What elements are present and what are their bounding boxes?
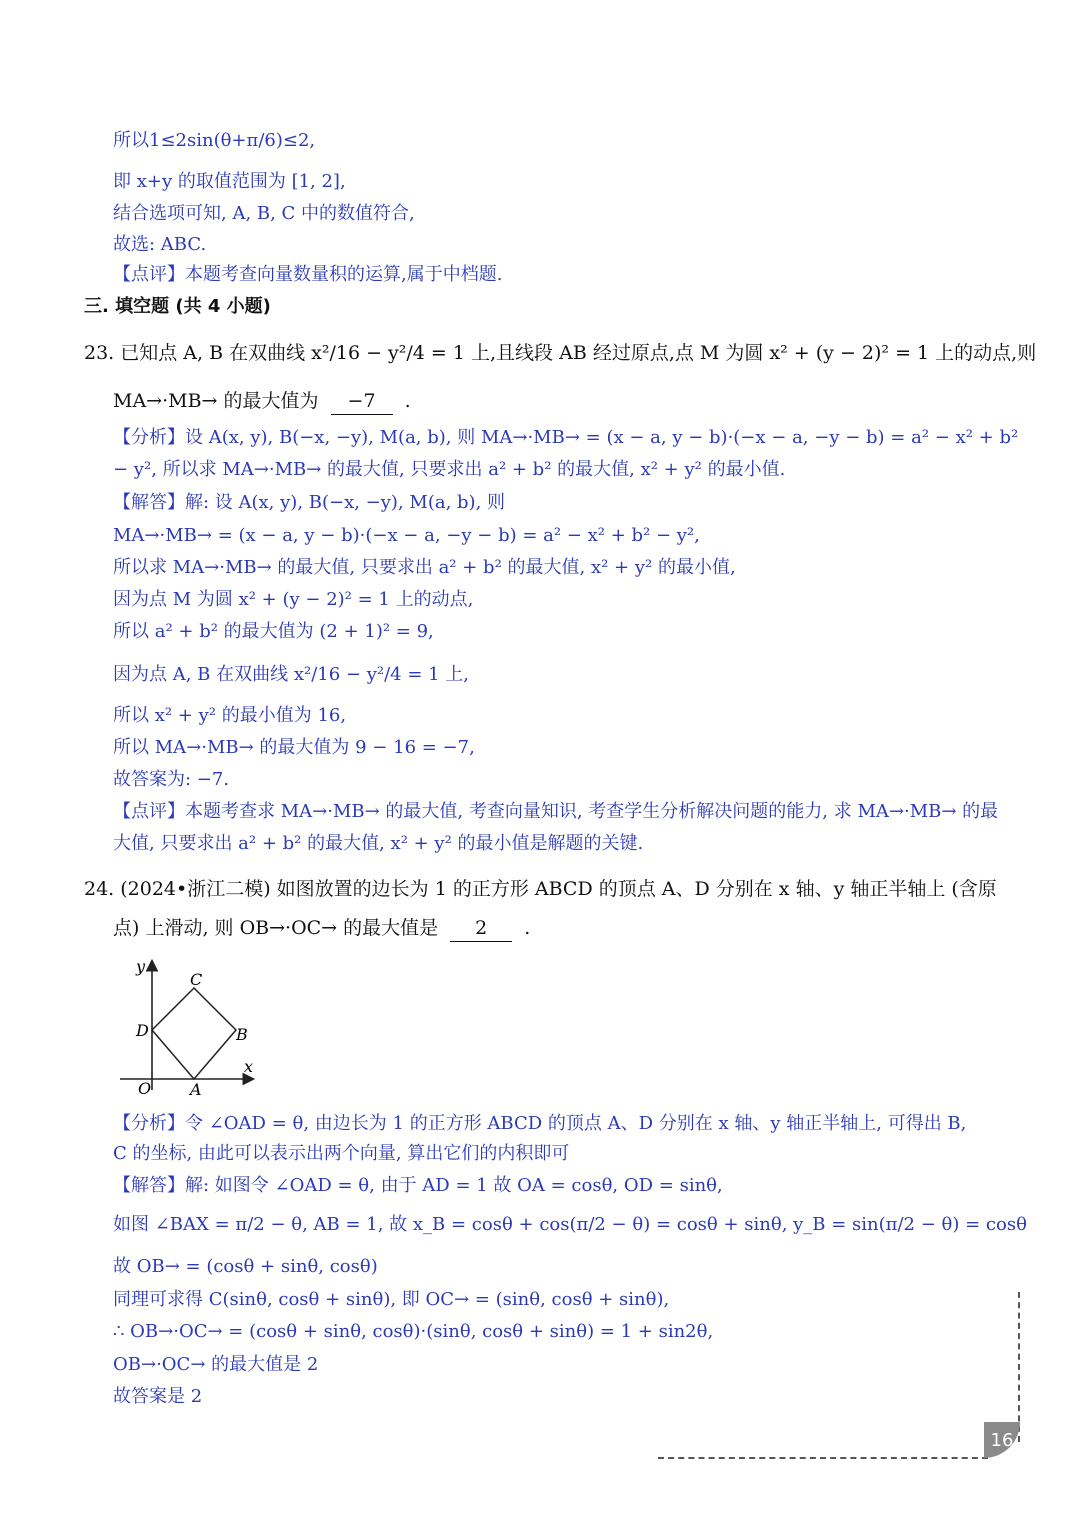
solution-line: 因为点 M 为圆 x² + (y − 2)² = 1 上的动点,: [113, 589, 474, 610]
corner-dashed-horizontal: [658, 1457, 988, 1459]
question-24-prompt: 点) 上滑动, 则 OB→·OC→ 的最大值是: [113, 917, 439, 939]
solution-line: 同理可求得 C(sinθ, cosθ + sinθ), 即 OC→ = (sinθ, cosθ + sinθ),: [113, 1289, 670, 1310]
solution-line: 所以 x² + y² 的最小值为 16,: [113, 705, 347, 726]
solution-line: MA→·MB→ = (x − a, y − b)·(−x − a, −y − b) = a² − x² + b² − y²,: [113, 525, 700, 546]
label-x: x: [244, 1057, 254, 1076]
solution-line: 结合选项可知, A, B, C 中的数值符合,: [113, 203, 415, 224]
answer-blank: 2: [450, 915, 512, 942]
analysis-line: − y², 所以求 MA→·MB→ 的最大值, 只要求出 a² + b² 的最大值, x² + y² 的最小值.: [113, 459, 786, 480]
solution-line: 所以求 MA→·MB→ 的最大值, 只要求出 a² + b² 的最大值, x² + y² 的最小值,: [113, 557, 736, 578]
section-header: 三. 填空题 (共 4 小题): [84, 296, 271, 317]
question-24-text: 24. (2024•浙江二模) 如图放置的边长为 1 的正方形 ABCD 的顶点 A、D 分别在 x 轴、y 轴正半轴上 (含原: [84, 878, 997, 900]
solution-line: 【解答】解: 如图令 ∠OAD = θ, 由于 AD = 1 故 OA = cosθ, OD = sinθ,: [113, 1175, 723, 1196]
label-c: C: [190, 970, 203, 989]
comment-line: 【点评】本题考查求 MA→·MB→ 的最大值, 考查向量知识, 考查学生分析解决问题的能力, 求 MA→·MB→ 的最: [113, 801, 999, 822]
solution-line: 因为点 A, B 在双曲线 x²/16 − y²/4 = 1 上,: [113, 664, 470, 685]
square-on-axes-figure: [112, 952, 272, 1100]
solution-line: 所以1≤2sin(θ+π/6)≤2,: [113, 130, 316, 151]
corner-dashed-vertical: [1018, 1292, 1020, 1442]
question-23-text: 23. 已知点 A, B 在双曲线 x²/16 − y²/4 = 1 上,且线段 AB 经过原点,点 M 为圆 x² + (y − 2)² = 1 上的动点,则: [84, 342, 1037, 364]
question-23-end: .: [404, 390, 411, 412]
question-23-answer-line: [113, 388, 411, 415]
analysis-line: 【分析】令 ∠OAD = θ, 由边长为 1 的正方形 ABCD 的顶点 A、D 分别在 x 轴、y 轴正半轴上, 可得出 B,: [113, 1113, 967, 1134]
solution-line: 所以 MA→·MB→ 的最大值为 9 − 16 = −7,: [113, 737, 475, 758]
label-b: B: [236, 1025, 248, 1044]
solution-line: 故答案为: −7.: [113, 769, 230, 790]
solution-line: 故选: ABC.: [113, 234, 207, 255]
analysis-line: 【分析】设 A(x, y), B(−x, −y), M(a, b), 则 MA→·MB→ = (x − a, y − b)·(−x − a, −y − b) = a² − x² + b²: [113, 427, 1019, 448]
solution-line: ∴ OB→·OC→ = (cosθ + sinθ, cosθ)·(sinθ, cosθ + sinθ) = 1 + sin2θ,: [113, 1321, 714, 1342]
answer-blank: −7: [331, 388, 393, 415]
solution-line: 所以 a² + b² 的最大值为 (2 + 1)² = 9,: [113, 621, 434, 642]
square-abcd: [152, 988, 236, 1079]
label-d: D: [136, 1021, 149, 1040]
solution-line: 【解答】解: 设 A(x, y), B(−x, −y), M(a, b), 则: [113, 492, 506, 513]
analysis-line: C 的坐标, 由此可以表示出两个向量, 算出它们的内积即可: [113, 1143, 570, 1164]
solution-line: 故 OB→ = (cosθ + sinθ, cosθ): [113, 1256, 378, 1277]
question-24-end: .: [524, 917, 531, 939]
label-o: O: [138, 1079, 152, 1098]
solution-line: OB→·OC→ 的最大值是 2: [113, 1354, 319, 1375]
label-y: y: [136, 957, 146, 976]
question-24-answer-line: [113, 915, 530, 942]
comment-line: 【点评】本题考查向量数量积的运算,属于中档题.: [113, 264, 503, 285]
solution-line: 故答案是 2: [113, 1386, 203, 1407]
question-23-prompt: MA→·MB→ 的最大值为: [113, 390, 319, 412]
comment-line: 大值, 只要求出 a² + b² 的最大值, x² + y² 的最小值是解题的关键.: [113, 833, 644, 854]
solution-line: 如图 ∠BAX = π/2 − θ, AB = 1, 故 x_B = cosθ + cos(π/2 − θ) = cosθ + sinθ, y_B = sin(π/2 − θ) = cosθ: [113, 1214, 1027, 1235]
solution-line: 即 x+y 的取值范围为 [1, 2],: [113, 171, 346, 192]
page-number: 16: [984, 1422, 1020, 1458]
label-a: A: [190, 1080, 202, 1099]
